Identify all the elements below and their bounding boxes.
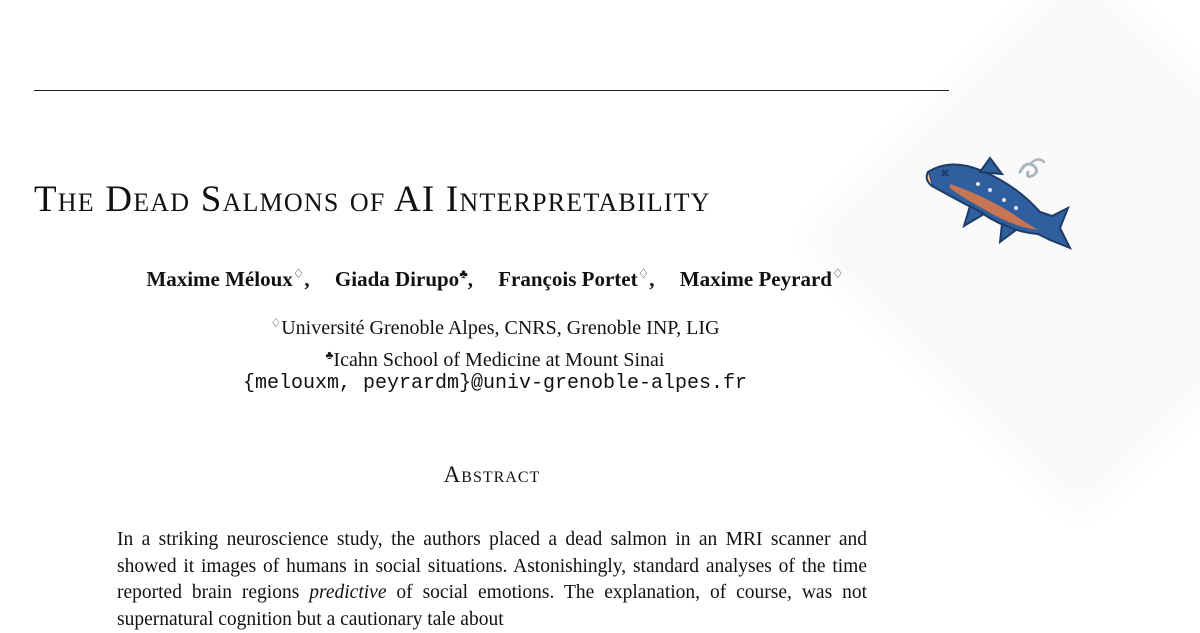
contact-email: {melouxm, peyrardm}@univ-grenoble-alpes.fr xyxy=(242,372,748,395)
author: Giada Dirupo♣, xyxy=(334,266,473,291)
author: Maxime Méloux♢, xyxy=(146,266,310,291)
abstract-text: In a striking neuroscience study, the authors placed a dead salmon in an MRI scanner and showed it images of humans in social situations. Astonishingly, standard analyses of the time reported brain regions predictive of social emotions. The explanation, of course, was not supernatural cognition but a cautionary tale about xyxy=(117,529,868,630)
affiliation: ♣Icahn School of Medicine at Mount Sinai xyxy=(325,348,665,371)
abstract-heading: Abstract xyxy=(443,462,541,487)
author-list xyxy=(0,266,990,292)
paper-title: The Dead Salmons of AI Interpretability xyxy=(34,179,711,220)
author: Maxime Peyrard♢ xyxy=(679,266,844,291)
affiliations xyxy=(0,310,990,374)
top-rule xyxy=(34,90,949,91)
dead-salmon-icon xyxy=(920,150,1080,265)
author: François Portet♢, xyxy=(498,266,655,291)
affiliation: ♢Université Grenoble Alpes, CNRS, Grenoble INP, LIG xyxy=(270,316,720,339)
